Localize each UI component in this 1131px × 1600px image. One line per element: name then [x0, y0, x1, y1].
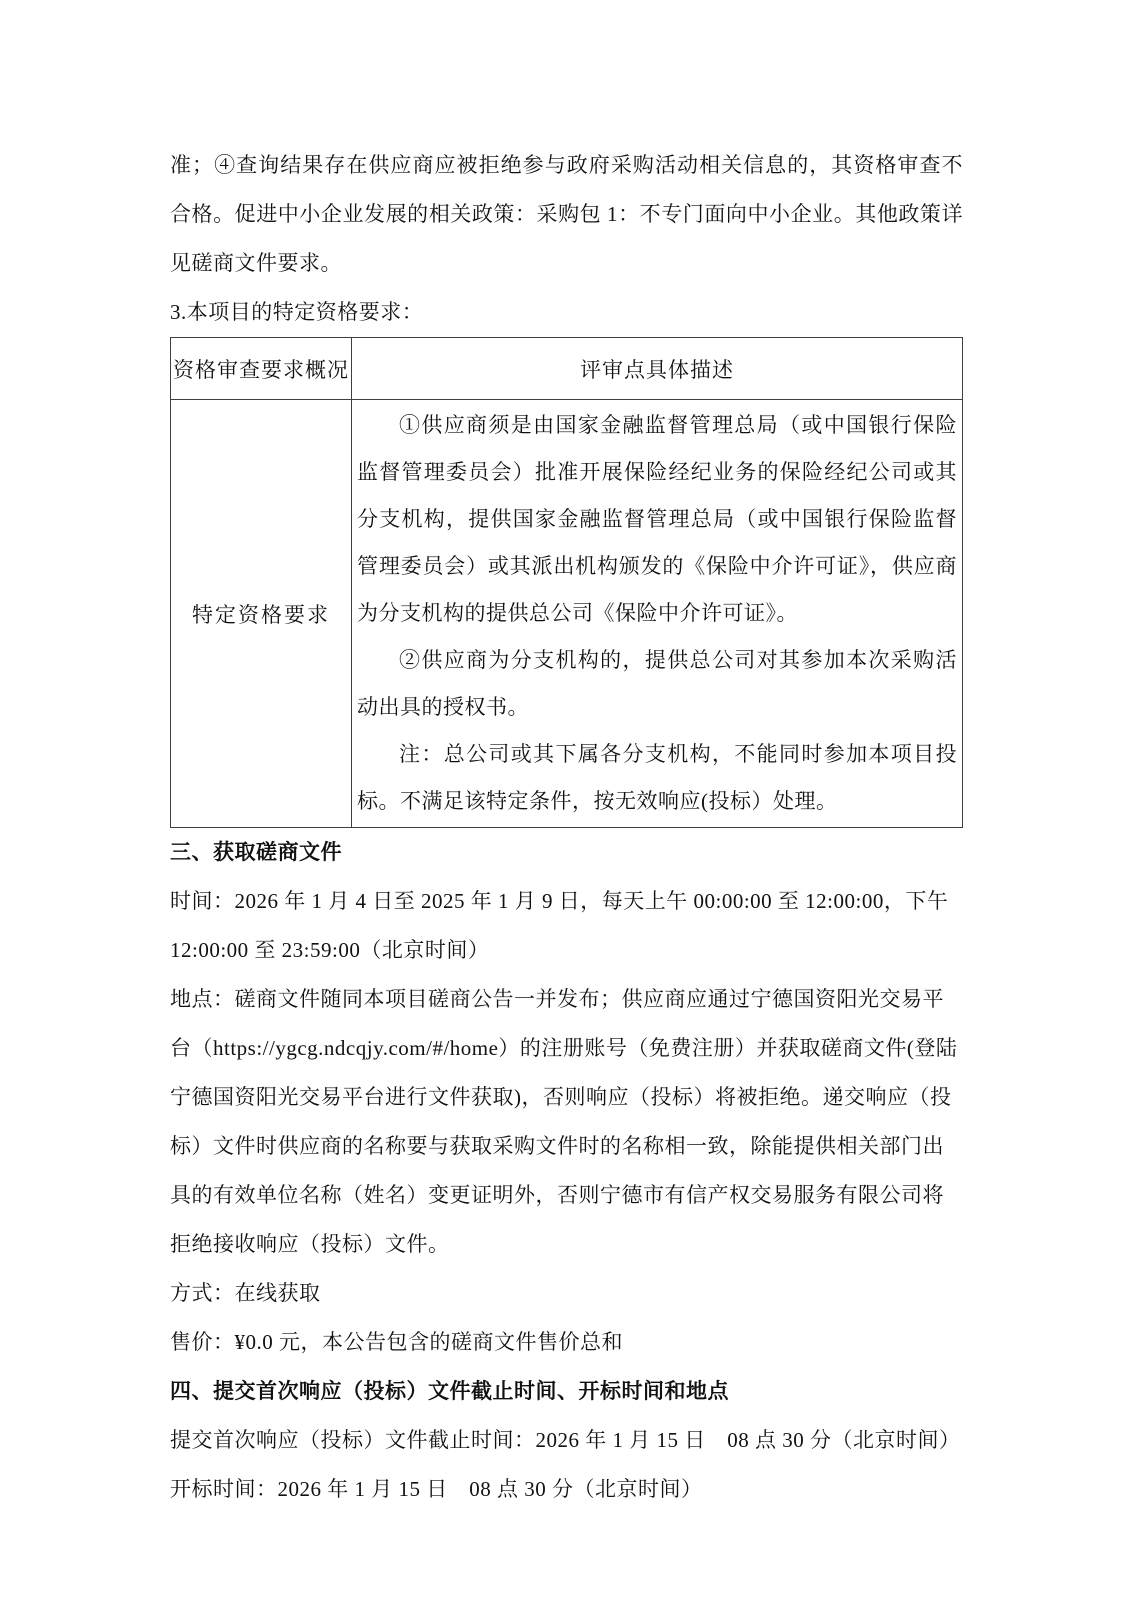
table-header-row — [171, 338, 963, 400]
table-row — [171, 400, 963, 828]
section-three-time: 时间：2026 年 1 月 4 日至 2025 年 1 月 9 日，每天上午 00:00:00 至 12:00:00，下午 12:00:00 至 23:59:00（北京时间） — [170, 889, 949, 962]
qualification-subheading: 3.本项目的特定资格要求： — [170, 300, 424, 324]
table-header-description: 评审点具体描述 — [352, 338, 963, 400]
section-three-heading: 三、获取磋商文件 — [170, 840, 342, 864]
requirement-paragraph-3: 注：总公司或其下属各分支机构，不能同时参加本项目投标。不满足该特定条件，按无效响应(投标）处理。 — [357, 742, 957, 813]
requirement-paragraph-1: ①供应商须是由国家金融监督管理总局（或中国银行保险监督管理委员会）批准开展保险经纪业务的保险经纪公司或其分支机构，提供国家金融监督管理总局（或中国银行保险监督管理委员会）或其派出机构颁发的《保险中介许可证》，供应商为分支机构的提供总公司《保险中介许可证》。 — [357, 413, 957, 625]
section-four-heading: 四、提交首次响应（投标）文件截止时间、开标时间和地点 — [170, 1379, 729, 1403]
section-three-location: 地点：磋商文件随同本项目磋商公告一并发布；供应商应通过宁德国资阳光交易平台（https://ygcg.ndcqjy.com/#/home）的注册账号（免费注册）并获取磋商文件(登陆宁德国资阳光交易平台进行文件获取)，否则响应（投标）将被拒绝。递交响应（投标）文件时供应商的名称要与获取采购文件时的名称相一致，除能提供相关部门出具的有效单位名称（姓名）变更证明外，否则宁德市有信产权交易服务有限公司将拒绝接收响应（投标）文件。 — [170, 987, 958, 1256]
section-three-price: 售价：¥0.0 元，本公告包含的磋商文件售价总和 — [170, 1330, 623, 1354]
section-four-deadline: 提交首次响应（投标）文件截止时间：2026 年 1 月 15 日 08 点 30 分（北京时间） — [170, 1428, 961, 1452]
table-header-overview: 资格审查要求概况 — [171, 338, 352, 400]
section-three-method: 方式：在线获取 — [170, 1281, 321, 1305]
requirement-paragraph-2: ②供应商为分支机构的，提供总公司对其参加本次采购活动出具的授权书。 — [357, 648, 957, 719]
qualification-table — [170, 337, 963, 828]
document-content — [170, 141, 963, 1514]
section-four-opening-time: 开标时间：2026 年 1 月 15 日 08 点 30 分（北京时间） — [170, 1477, 703, 1501]
table-cell-requirement-detail — [352, 400, 963, 828]
intro-paragraph: 准；④查询结果存在供应商应被拒绝参与政府采购活动相关信息的，其资格审查不合格。促进中小企业发展的相关政策：采购包 1：不专门面向中小企业。其他政策详见磋商文件要求。 — [170, 153, 963, 275]
table-cell-requirement-label: 特定资格要求 — [171, 400, 352, 828]
